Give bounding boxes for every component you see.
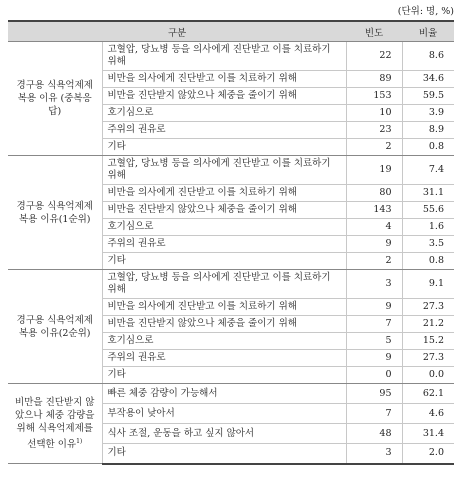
group-label: 경구용 식욕억제제 복용 이유(1순위) <box>8 156 102 270</box>
row-item: 호기심으로 <box>102 219 346 236</box>
row-item: 기타 <box>102 367 346 384</box>
table-body <box>8 42 454 464</box>
row-ratio: 3.9 <box>402 105 454 122</box>
row-ratio: 59.5 <box>402 88 454 105</box>
row-item: 식사 조절, 운동을 하고 싶지 않아서 <box>102 424 346 444</box>
row-item: 비만을 진단받지 않았으나 체중을 줄이기 위해 <box>102 88 346 105</box>
row-item: 기타 <box>102 444 346 464</box>
table-header-row <box>8 21 454 42</box>
row-item: 고혈압, 당뇨병 등을 의사에게 진단받고 이를 치료하기 위해 <box>102 270 346 299</box>
row-frequency: 7 <box>346 404 402 424</box>
row-frequency: 23 <box>346 122 402 139</box>
row-frequency: 9 <box>346 236 402 253</box>
row-ratio: 1.6 <box>402 219 454 236</box>
header-frequency: 빈도 <box>346 21 402 42</box>
row-frequency: 5 <box>346 333 402 350</box>
row-item: 고혈압, 당뇨병 등을 의사에게 진단받고 이를 치료하기 위해 <box>102 42 346 71</box>
row-item: 부작용이 낮아서 <box>102 404 346 424</box>
footnote-marker: 1) <box>76 437 83 445</box>
row-frequency: 153 <box>346 88 402 105</box>
row-frequency: 89 <box>346 71 402 88</box>
row-item: 호기심으로 <box>102 105 346 122</box>
row-ratio: 27.3 <box>402 299 454 316</box>
row-ratio: 21.2 <box>402 316 454 333</box>
header-category: 구분 <box>8 21 346 42</box>
table-row <box>8 384 454 404</box>
row-ratio: 9.1 <box>402 270 454 299</box>
row-ratio: 8.9 <box>402 122 454 139</box>
group-label: 경구용 식욕억제제 복용 이유 (중복응답) <box>8 42 102 156</box>
row-item: 비만을 진단받지 않았으나 체중을 줄이기 위해 <box>102 316 346 333</box>
row-frequency: 19 <box>346 156 402 185</box>
row-frequency: 95 <box>346 384 402 404</box>
row-item: 주위의 권유로 <box>102 122 346 139</box>
header-ratio: 비율 <box>402 21 454 42</box>
row-ratio: 4.6 <box>402 404 454 424</box>
row-item: 주위의 권유로 <box>102 350 346 367</box>
row-frequency: 0 <box>346 367 402 384</box>
group-label: 경구용 식욕억제제 복용 이유(2순위) <box>8 270 102 384</box>
row-ratio: 34.6 <box>402 71 454 88</box>
row-item: 기타 <box>102 139 346 156</box>
row-frequency: 2 <box>346 253 402 270</box>
row-item: 기타 <box>102 253 346 270</box>
unit-note: (단위: 명, %) <box>397 6 454 17</box>
row-frequency: 10 <box>346 105 402 122</box>
row-item: 호기심으로 <box>102 333 346 350</box>
row-item: 고혈압, 당뇨병 등을 의사에게 진단받고 이를 치료하기 위해 <box>102 156 346 185</box>
row-ratio: 8.6 <box>402 42 454 71</box>
row-item: 비만을 의사에게 진단받고 이를 치료하기 위해 <box>102 71 346 88</box>
row-ratio: 2.0 <box>402 444 454 464</box>
row-item: 주위의 권유로 <box>102 236 346 253</box>
row-ratio: 62.1 <box>402 384 454 404</box>
group-label <box>8 384 102 464</box>
row-ratio: 0.0 <box>402 367 454 384</box>
survey-table <box>8 20 454 465</box>
row-ratio: 27.3 <box>402 350 454 367</box>
row-frequency: 22 <box>346 42 402 71</box>
row-ratio: 55.6 <box>402 202 454 219</box>
row-item: 비만을 의사에게 진단받고 이를 치료하기 위해 <box>102 299 346 316</box>
group-label-text: 비만을 진단받지 않았으나 체중 감량을 위해 식욕억제제를 선택한 이유 <box>15 396 95 451</box>
row-ratio: 3.5 <box>402 236 454 253</box>
row-item: 비만을 의사에게 진단받고 이를 치료하기 위해 <box>102 185 346 202</box>
row-frequency: 9 <box>346 350 402 367</box>
row-ratio: 0.8 <box>402 253 454 270</box>
row-frequency: 3 <box>346 444 402 464</box>
row-ratio: 31.1 <box>402 185 454 202</box>
row-frequency: 143 <box>346 202 402 219</box>
row-item: 빠른 체중 감량이 가능해서 <box>102 384 346 404</box>
row-frequency: 2 <box>346 139 402 156</box>
table-row <box>8 270 454 299</box>
row-frequency: 9 <box>346 299 402 316</box>
row-ratio: 15.2 <box>402 333 454 350</box>
row-item: 비만을 진단받지 않았으나 체중을 줄이기 위해 <box>102 202 346 219</box>
row-frequency: 48 <box>346 424 402 444</box>
table-row <box>8 42 454 71</box>
row-frequency: 80 <box>346 185 402 202</box>
row-frequency: 3 <box>346 270 402 299</box>
row-ratio: 0.8 <box>402 139 454 156</box>
row-ratio: 31.4 <box>402 424 454 444</box>
row-frequency: 4 <box>346 219 402 236</box>
row-ratio: 7.4 <box>402 156 454 185</box>
table-row <box>8 156 454 185</box>
row-frequency: 7 <box>346 316 402 333</box>
